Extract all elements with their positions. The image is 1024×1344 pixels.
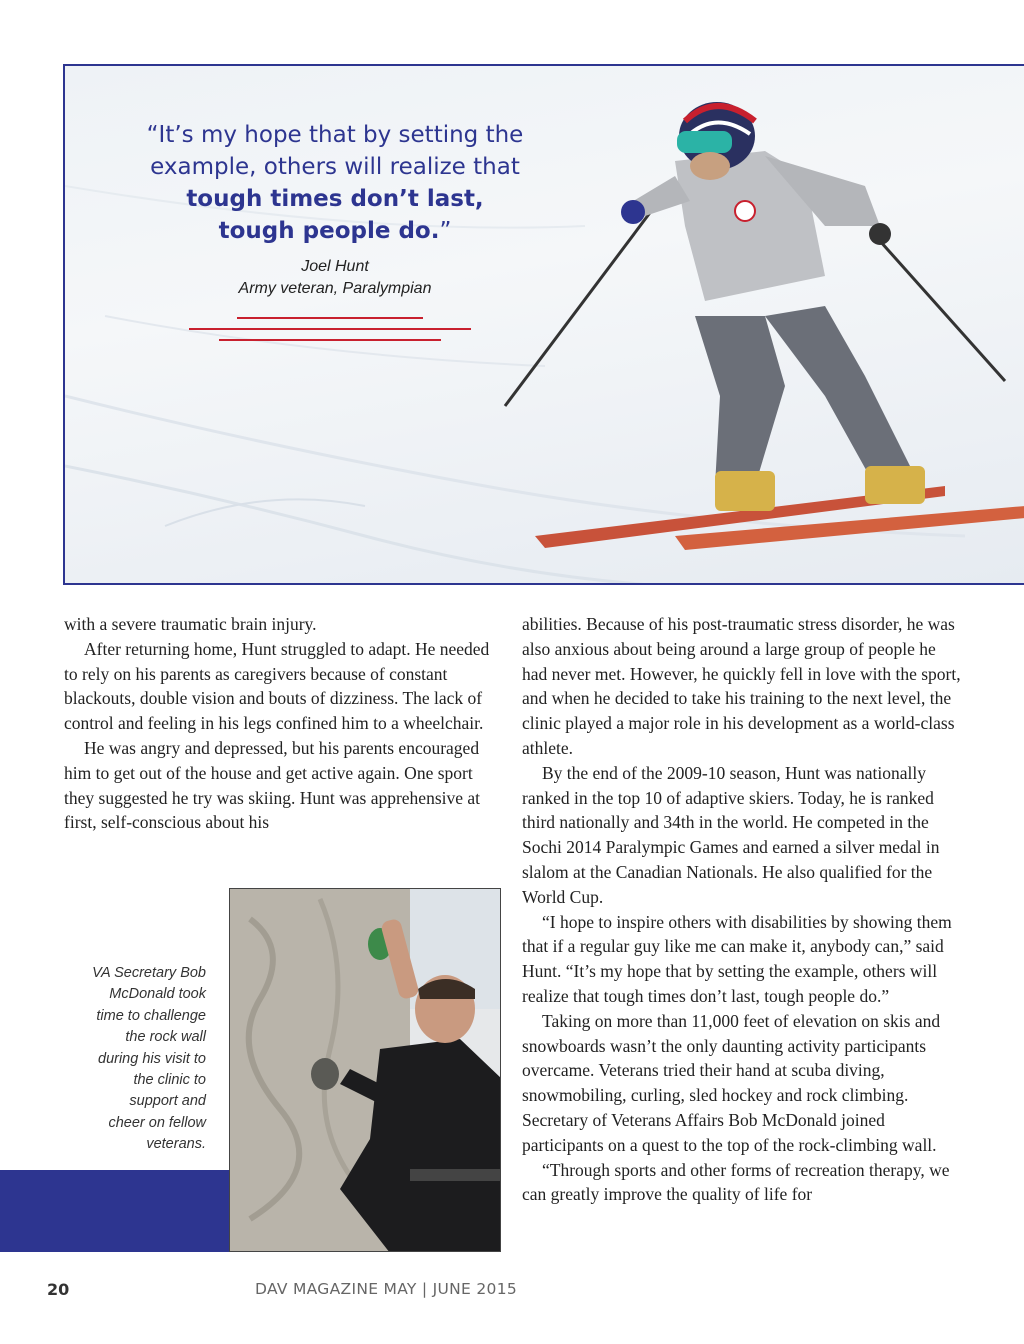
quote-line-4: tough people do.	[218, 218, 440, 244]
article-paragraph: with a severe traumatic brain injury.	[64, 614, 317, 634]
quote-close-mark: ”	[439, 218, 452, 244]
article-column-right	[522, 612, 962, 1207]
article-paragraph: “I hope to inspire others with disabilities by showing them that if a regular guy like me can make it, anybody can,” said Hunt. “It’s my hope that by setting the example, others will realize that tough times don’t last, tough people do.”	[522, 911, 952, 1006]
article-paragraph: abilities. Because of his post-traumatic stress disorder, he was also anxious about being around a large group of people he had never met. However, he quickly fell in love with the sport, and when he decided to take his training to the next level, the clinic played a major role in his development as a world-class athlete.	[522, 614, 961, 758]
article-paragraph: After returning home, Hunt struggled to adapt. He needed to rely on his parents as caregivers because of constant blackouts, double vision and bouts of dizziness. The lack of control and feeling in his legs confined him to a wheelchair.	[64, 638, 490, 734]
red-rule-1	[237, 317, 423, 319]
article-paragraph: By the end of the 2009-10 season, Hunt was nationally ranked in the top 10 of adaptive skiers. Today, he is ranked third nationally and 34th in the world. He competed in the Sochi 2014 Paralympic Games and earned a silver medal in slalom at the Canadian Nationals. He also qualified for the World Cup.	[522, 762, 940, 907]
hero-photo	[63, 64, 1024, 585]
page-number: 20	[47, 1280, 70, 1299]
article-column-left	[64, 612, 504, 835]
article-paragraph: “Through sports and other forms of recreation therapy, we can greatly improve the quality of life for	[522, 1159, 950, 1205]
article-paragraph: Taking on more than 11,000 feet of elevation on skis and snowboards wasn’t the only daunting activity participants overcame. Veterans tried their hand at scuba diving, snowmobiling, curling, sled hockey and rock climbing. Secretary of Veterans Affairs Bob McDonald joined participants on a quest to the top of the rock-climbing wall.	[522, 1010, 941, 1155]
attribution-title: Army veteran, Paralympian	[238, 280, 432, 297]
red-rule-3	[219, 339, 441, 341]
climbing-photo	[229, 888, 501, 1252]
quote-attribution	[135, 256, 535, 300]
publication-footer: DAV MAGAZINE MAY | JUNE 2015	[255, 1280, 518, 1298]
red-rule-2	[189, 328, 471, 330]
article-paragraph: He was angry and depressed, but his parents encouraged him to get out of the house and get active again. One sport they suggested he try was skiing. Hunt was apprehensive at first, self-conscious about his	[64, 737, 481, 833]
quote-line-1: “It’s my hope that by setting the	[146, 122, 524, 148]
climber-illustration	[230, 889, 501, 1252]
quote-line-2: example, others will realize that	[150, 154, 520, 180]
quote-line-3: tough times don’t last,	[186, 186, 484, 212]
attribution-name: Joel Hunt	[301, 258, 369, 275]
blue-accent-bar	[0, 1170, 229, 1252]
pull-quote	[135, 119, 535, 247]
photo-caption: VA Secretary Bob McDonald took time to challenge the rock wall during his visit to the clinic to support and cheer on fellow veterans.	[92, 965, 206, 1153]
